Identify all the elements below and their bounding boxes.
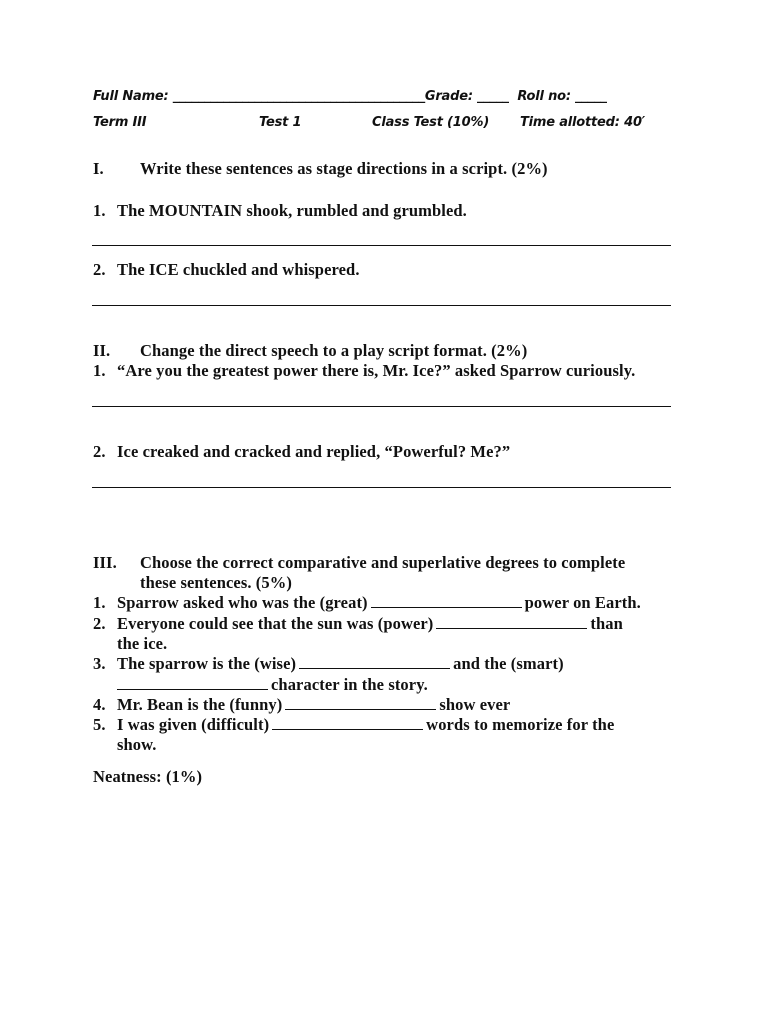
section-3-item-2 (93, 614, 623, 634)
item-text: The MOUNTAIN shook, rumbled and grumbled. (117, 201, 467, 220)
section-2-numeral: II. (93, 341, 111, 360)
section-3-title-line-2: these sentences. (5%) (140, 573, 292, 592)
time-allotted-label: Time allotted: 40′ (520, 115, 646, 130)
item-number: 1. (93, 201, 106, 220)
fill-in-blank[interactable] (272, 717, 423, 730)
fill-in-blank[interactable] (436, 616, 587, 629)
test-label: Test 1 (259, 115, 302, 130)
item-text-before: The sparrow is the (wise) (117, 654, 297, 673)
section-3-item-1 (93, 593, 641, 613)
fill-in-blank[interactable] (285, 697, 436, 710)
fill-in-blank[interactable] (117, 677, 268, 690)
item-text-after: and the (smart) (453, 654, 564, 673)
term-label: Term III (93, 115, 147, 130)
answer-line[interactable] (92, 305, 671, 306)
full-name-label: Full Name: ________________________________________ (93, 89, 425, 104)
section-1-item-2 (93, 260, 360, 280)
item-number: 4. (93, 695, 106, 714)
item-text-after: character in the story. (271, 675, 428, 694)
item-number: 2. (93, 260, 106, 279)
item-text-before: Everyone could see that the sun was (power) (117, 614, 434, 633)
item-text: The ICE chuckled and whispered. (117, 260, 360, 279)
item-continuation (117, 675, 428, 695)
item-number: 2. (93, 614, 106, 633)
item-text: “Are you the greatest power there is, Mr. Ice?” asked Sparrow curiously. (117, 361, 636, 380)
item-number: 3. (93, 654, 106, 673)
item-number: 2. (93, 442, 106, 461)
section-1-item-1 (93, 201, 467, 221)
fill-in-blank[interactable] (299, 656, 450, 669)
item-text-after: than (590, 614, 623, 633)
section-3-title-line-1: Choose the correct comparative and superlative degrees to complete (140, 553, 626, 572)
grade-label: Grade: _____ (424, 89, 509, 104)
fill-in-blank[interactable] (371, 595, 522, 608)
item-continuation: the ice. (117, 634, 168, 653)
section-2-item-1 (93, 361, 635, 381)
item-number: 1. (93, 593, 106, 612)
item-continuation: show. (117, 735, 157, 754)
full-name-field (93, 89, 607, 104)
item-number: 1. (93, 361, 106, 380)
section-3-item-4 (93, 695, 510, 715)
section-2-title: Change the direct speech to a play script format. (2%) (140, 341, 528, 360)
item-text: Ice creaked and cracked and replied, “Powerful? Me?” (117, 442, 511, 461)
item-text-before: Mr. Bean is the (funny) (117, 695, 283, 714)
item-text-before: I was given (difficult) (117, 715, 270, 734)
item-text-after: words to memorize for the (426, 715, 615, 734)
item-text-after: power on Earth. (524, 593, 641, 612)
section-1-numeral: I. (93, 159, 104, 178)
section-1-title: Write these sentences as stage directions in a script. (2%) (140, 159, 548, 178)
section-3-item-5 (93, 715, 614, 735)
section-3-item-3 (93, 654, 564, 674)
answer-line[interactable] (92, 406, 671, 407)
answer-line[interactable] (92, 245, 671, 246)
class-test-label: Class Test (10%) (372, 115, 490, 130)
item-number: 5. (93, 715, 106, 734)
neatness-label: Neatness: (1%) (93, 767, 203, 786)
item-text-after: show ever (439, 695, 511, 714)
roll-no-label: Roll no: _____ (517, 89, 607, 104)
item-text-before: Sparrow asked who was the (great) (117, 593, 368, 612)
section-2-item-2 (93, 442, 510, 462)
answer-line[interactable] (92, 487, 671, 488)
section-3-numeral: III. (93, 553, 117, 572)
